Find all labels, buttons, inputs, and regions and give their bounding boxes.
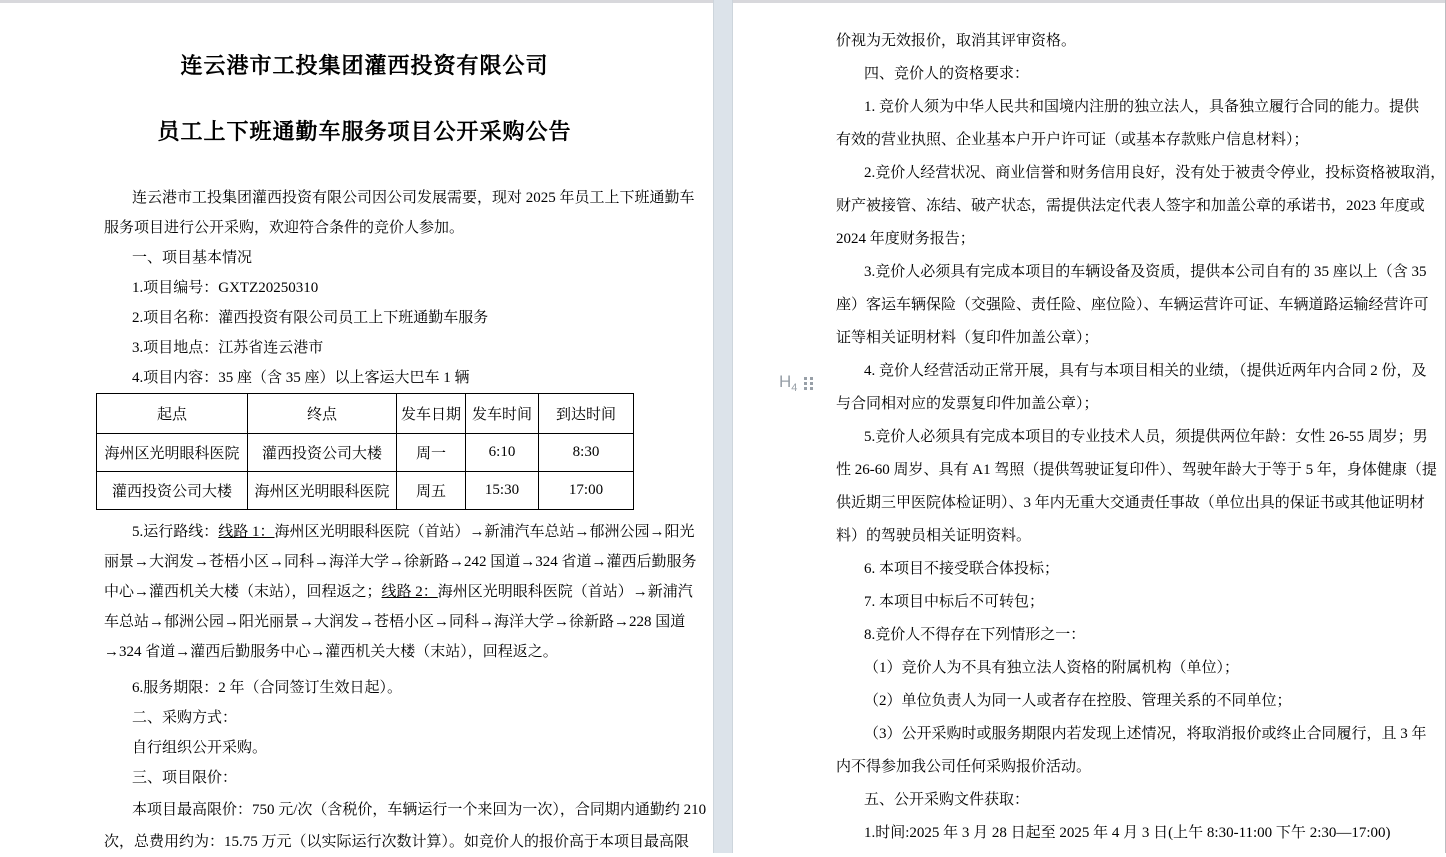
paragraph-line: 性 26-60 周岁、具有 A1 驾照（提供驾驶证复印件）、驾驶年龄大于等于 5 年，身体健康（提 bbox=[836, 462, 1437, 478]
project-location-line: 3.项目地点：江苏省连云港市 bbox=[132, 340, 324, 356]
section-heading-5: 五、公开采购文件获取： bbox=[864, 792, 1030, 808]
route-line: →324 省道→灌西后勤服务中心→灌西机关大楼（末站），回程返之。 bbox=[104, 644, 558, 660]
table-header-row bbox=[97, 394, 634, 434]
bus-schedule-table bbox=[96, 393, 634, 510]
paragraph-line: 2024 年度财务报告； bbox=[836, 231, 975, 247]
paragraph-line: （1）竞价人为不具有独立法人资格的附属机构（单位）； bbox=[864, 660, 1240, 676]
paragraph-line: 5.竞价人必须具有完成本项目的专业技术人员，须提供两位年龄：女性 26-55 周岁；男 bbox=[864, 429, 1428, 445]
table-row bbox=[97, 434, 634, 472]
paragraph-line: 8.竞价人不得存在下列情形之一： bbox=[864, 627, 1086, 643]
project-content-line: 4.项目内容：35 座（含 35 座）以上客运大巴车 1 辆 bbox=[132, 370, 470, 386]
paragraph-line: 1. 竞价人须为中华人民共和国境内注册的独立法人，具备独立履行合同的能力。提供 bbox=[864, 99, 1420, 115]
table-cell: 海州区光明眼科医院 bbox=[97, 434, 248, 472]
paragraph-line: 供近期三甲医院体检证明）、3 年内无重大交通责任事故（单位出具的保证书或其他证明材 bbox=[836, 495, 1425, 511]
paragraph-line: （2）单位负责人为同一人或者存在控股、管理关系的不同单位； bbox=[864, 693, 1292, 709]
paragraph-line: 次，总费用约为：15.75 万元（以实际运行次数计算）。如竞价人的报价高于本项目最高限 bbox=[104, 834, 690, 850]
paragraph-line: 服务项目进行公开采购，欢迎符合条件的竞价人参加。 bbox=[104, 220, 465, 236]
service-period-line: 6.服务期限：2 年（合同签订生效日起）。 bbox=[132, 680, 403, 696]
section-heading-1: 一、项目基本情况 bbox=[132, 250, 253, 266]
paragraph-line: 内不得参加我公司任何采购报价活动。 bbox=[836, 759, 1092, 775]
table-header-arrive-time: 到达时间 bbox=[539, 394, 634, 434]
paragraph-line: 料）的驾驶员相关证明资料。 bbox=[836, 528, 1032, 544]
route-1-label: 线路 1： bbox=[218, 524, 275, 540]
document-title-company: 连云港市工投集团灌西投资有限公司 bbox=[180, 53, 549, 78]
table-cell: 8:30 bbox=[539, 434, 634, 472]
table-row bbox=[97, 472, 634, 510]
route-line bbox=[104, 517, 695, 547]
route-text: 中心→灌西机关大楼（末站），回程返之； bbox=[104, 584, 382, 600]
paragraph-line: 与合同相对应的发票复印件加盖公章）； bbox=[836, 396, 1099, 412]
section-heading-3: 三、项目限价： bbox=[132, 770, 238, 786]
heading-level-marker[interactable] bbox=[779, 372, 813, 394]
route-text: 5.运行路线： bbox=[132, 524, 219, 540]
paragraph-line: 财产被接管、冻结、破产状态，需提供法定代表人签字和加盖公章的承诺书，2023 年度或 bbox=[836, 198, 1425, 214]
paragraph-line: 7. 本项目中标后不可转包； bbox=[864, 594, 1045, 610]
route-line: 丽景→大润发→苍梧小区→同科→海洋大学→徐新路→242 国道→324 省道→灌西后勤服务 bbox=[104, 554, 697, 570]
paragraph-line: 自行组织公开采购。 bbox=[132, 740, 268, 756]
paragraph-line: 有效的营业执照、企业基本户开户许可证（或基本存款账户信息材料）； bbox=[836, 132, 1309, 148]
table-cell: 6:10 bbox=[466, 434, 539, 472]
table-cell: 15:30 bbox=[466, 472, 539, 510]
paragraph-line: 连云港市工投集团灌西投资有限公司因公司发展需要，现对 2025 年员工上下班通勤车 bbox=[132, 190, 695, 206]
table-cell: 海州区光明眼科医院 bbox=[248, 472, 397, 510]
page-gap bbox=[713, 0, 733, 853]
table-header-day: 发车日期 bbox=[397, 394, 466, 434]
route-2-label: 线路 2： bbox=[381, 584, 438, 600]
paragraph-line: 3.竞价人必须具有完成本项目的车辆设备及资质，提供本公司自有的 35 座以上（含 35 bbox=[864, 264, 1427, 280]
page-2-text-column bbox=[836, 0, 1446, 850]
table-cell: 17:00 bbox=[539, 472, 634, 510]
section-heading-2: 二、采购方式： bbox=[132, 710, 238, 726]
table-cell: 灌西投资公司大楼 bbox=[97, 472, 248, 510]
project-name-line: 2.项目名称：灌西投资有限公司员工上下班通勤车服务 bbox=[132, 310, 489, 326]
document-title-announcement: 员工上下班通勤车服务项目公开采购公告 bbox=[157, 119, 572, 144]
route-line: 车总站→郁洲公园→阳光丽景→大润发→苍梧小区→同科→海洋大学→徐新路→228 国道 bbox=[104, 614, 686, 630]
route-text: 海州区光明眼科医院（首站）→新浦汽车总站→郁洲公园→阳光 bbox=[274, 524, 695, 540]
table-header-depart-time: 发车时间 bbox=[466, 394, 539, 434]
paragraph-line: 2.竞价人经营状况、商业信誉和财务信用良好，没有处于被责令停业，投标资格被取消， bbox=[864, 165, 1446, 181]
heading-marker-label: $H_4$ bbox=[779, 372, 798, 394]
table-header-start: 起点 bbox=[97, 394, 248, 434]
route-text: 海州区光明眼科医院（首站）→新浦汽 bbox=[437, 584, 693, 600]
time-line: 1.时间:2025 年 3 月 28 日起至 2025 年 4 月 3 日(上午 8:30-11:00 下午 2:30—17:00) bbox=[864, 825, 1391, 841]
paragraph-line: 价视为无效报价，取消其评审资格。 bbox=[836, 33, 1077, 49]
drag-handle-icon[interactable] bbox=[804, 377, 813, 390]
table-cell: 周一 bbox=[397, 434, 466, 472]
section-heading-4: 四、竞价人的资格要求： bbox=[864, 66, 1030, 82]
paragraph-line: 座）客运车辆保险（交强险、责任险、座位险）、车辆运营许可证、车辆道路运输经营许可 bbox=[836, 297, 1429, 313]
table-cell: 灌西投资公司大楼 bbox=[248, 434, 397, 472]
paragraph-line: （3）公开采购时或服务期限内若发现上述情况，将取消报价或终止合同履行，且 3 年 bbox=[864, 726, 1427, 742]
route-line bbox=[104, 577, 693, 607]
paragraph-line: 证等相关证明材料（复印件加盖公章）； bbox=[836, 330, 1099, 346]
page-1-text-column bbox=[96, 3, 707, 853]
paragraph-line: 4. 竞价人经营活动正常开展，具有与本项目相关的业绩，（提供近两年内合同 2 份，及 bbox=[864, 363, 1427, 379]
paragraph-line: 本项目最高限价：750 元/次（含税价，车辆运行一个来回为一次），合同期内通勤约 210 bbox=[132, 802, 707, 818]
table-header-end: 终点 bbox=[248, 394, 397, 434]
project-number-line: 1.项目编号：GXTZ20250310 bbox=[132, 280, 319, 296]
document-page-1[interactable] bbox=[0, 3, 713, 853]
table-cell: 周五 bbox=[397, 472, 466, 510]
paragraph-line: 6. 本项目不接受联合体投标； bbox=[864, 561, 1060, 577]
